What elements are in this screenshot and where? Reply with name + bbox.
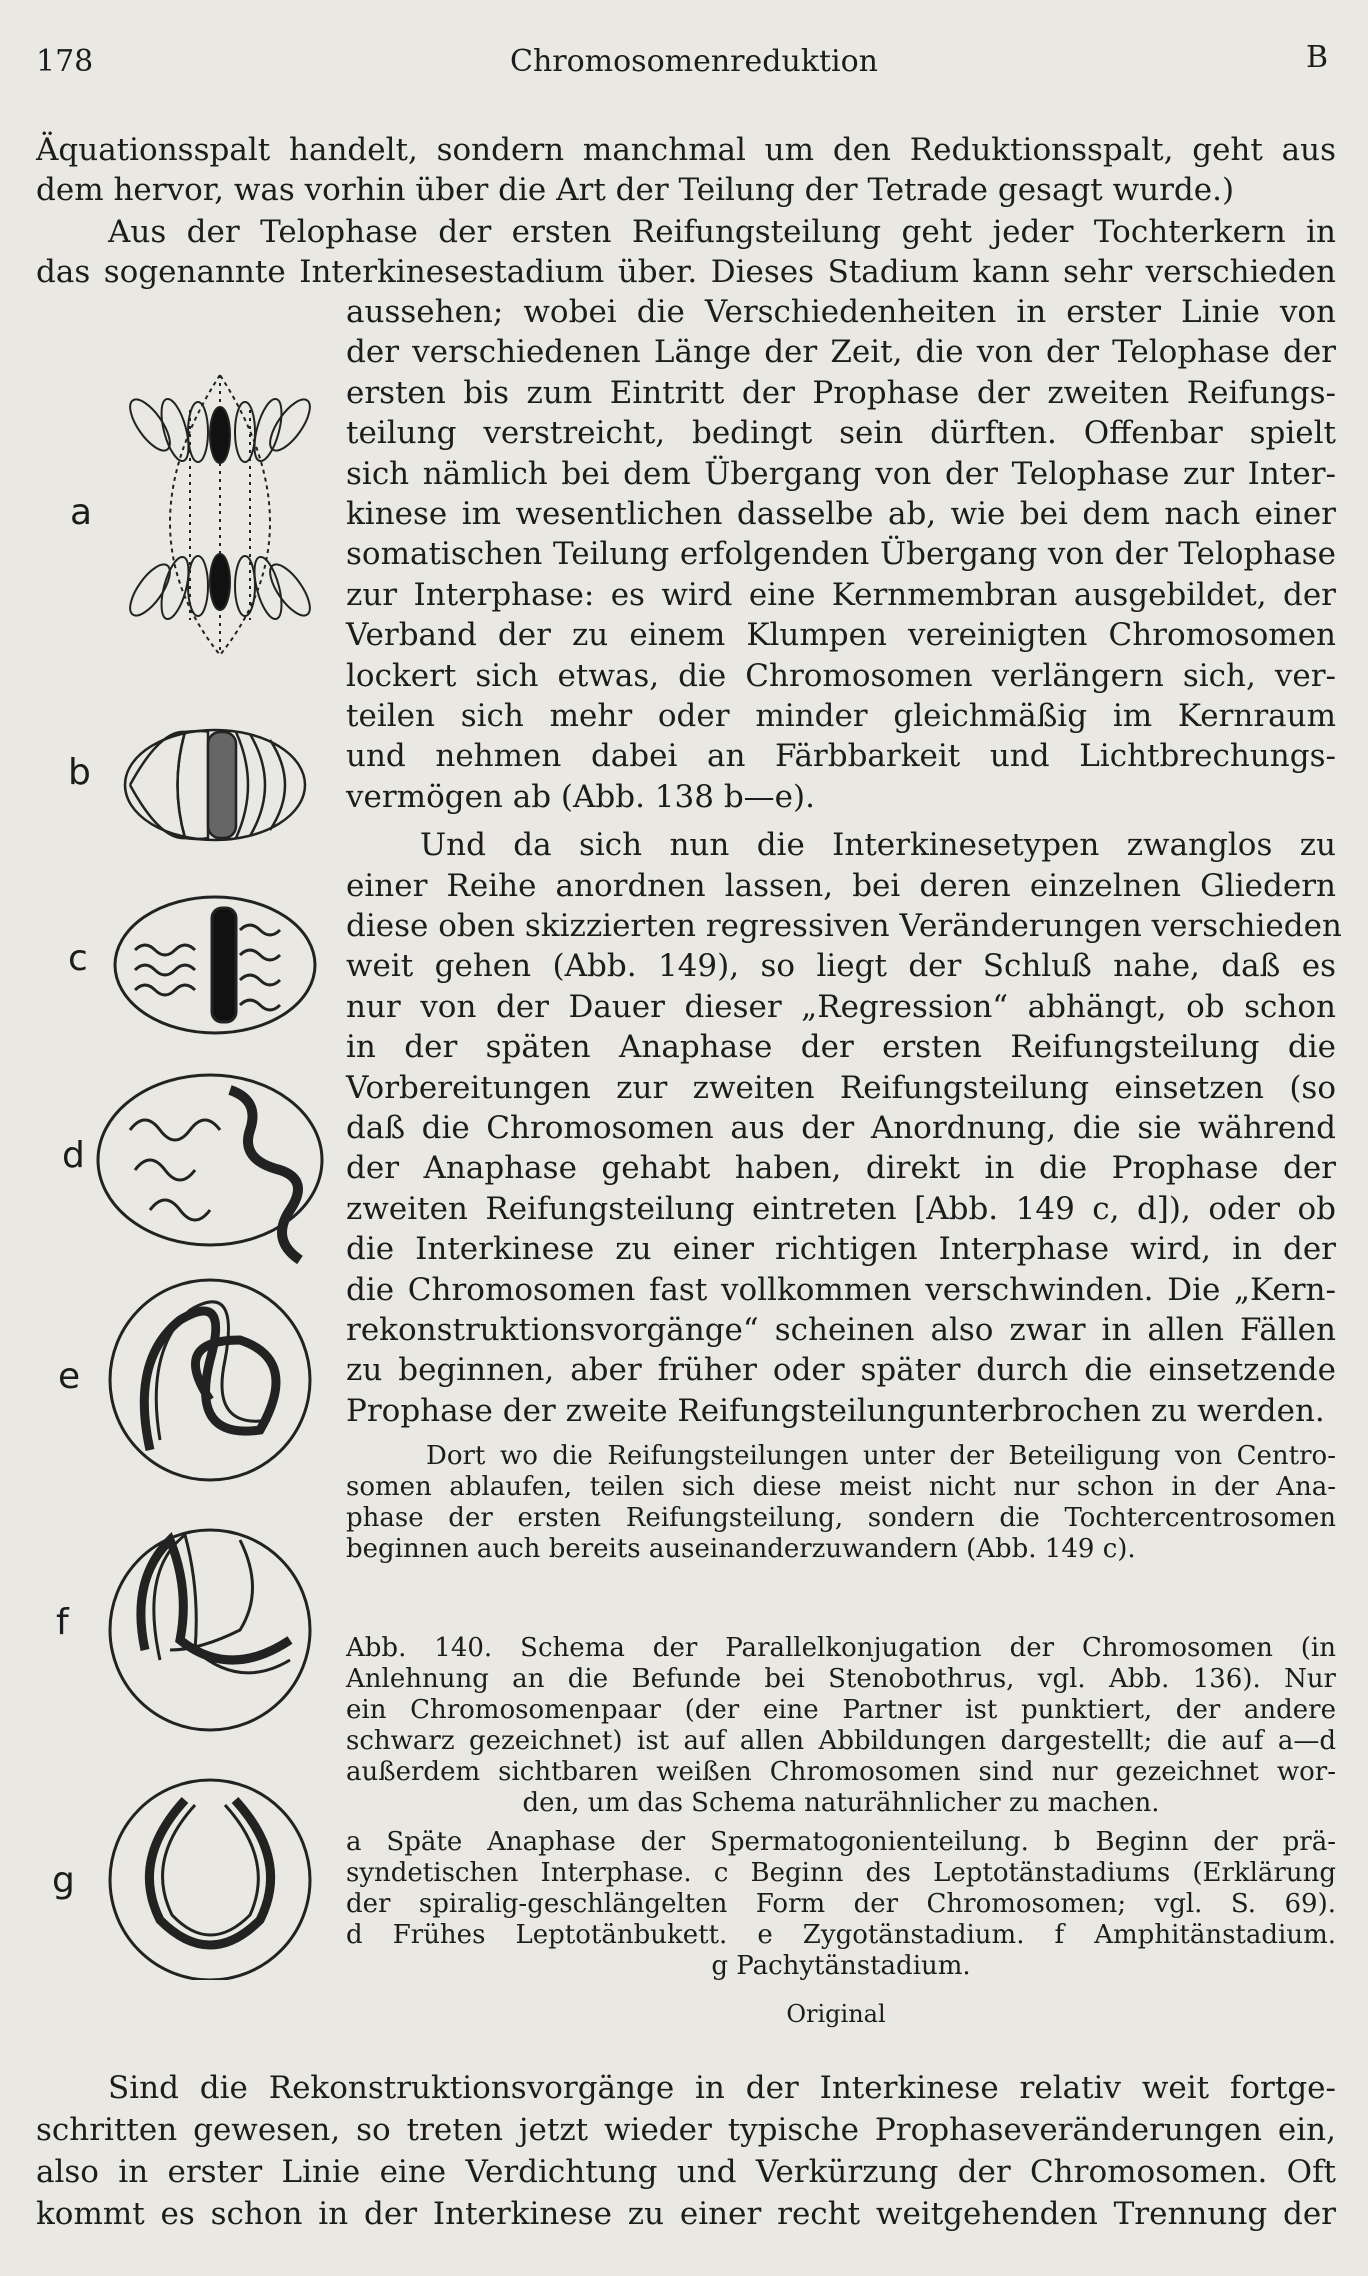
text-line: weit gehen (Abb. 149), so liegt der Schluß nahe, daß es [346,948,1336,985]
text-line: teilen sich mehr oder minder gleichmäßig im Kernraum [346,698,1336,734]
figure-label-g: g [52,1860,75,1901]
text-line: Sind die Rekonstruktionsvorgänge in der Interkinese relativ weit fortge- [108,2070,1336,2106]
text-line: zur Interphase: es wird eine Kernmembran ausgebildet, der [346,576,1336,613]
small-text-line: phase der ersten Reifungsteilung, sondern die Tochtercentrosomen [346,1503,1336,1533]
text-line: teilung verstreicht, bedingt sein dürften. Offenbar spielt [346,415,1336,452]
text-line: somatischen Teilung erfolgenden Übergang von der Telophase [346,536,1336,573]
text-line: und nehmen dabei an Färbbarkeit und Lichtbrechungs- [346,738,1336,775]
text-line: Verband der zu einem Klumpen vereinigten Chromosomen [346,617,1336,654]
text-line: schritten gewesen, so treten jetzt wieder typische Prophaseveränderungen ein, [36,2112,1336,2148]
small-text-line: somen ablaufen, teilen sich diese meist nicht nur schon in der Ana- [346,1472,1336,1502]
text-line: daß die Chromosomen aus der Anordnung, die sie während [346,1110,1336,1146]
caption-line: a Späte Anaphase der Spermatogonienteilung. b Beginn der prä- [346,1827,1336,1857]
figure-label-c: c [68,938,88,979]
text-line: das sogenannte Interkinesestadium über. Dieses Stadium kann sehr verschieden [36,254,1336,290]
small-text-line: Dort wo die Reifungsteilungen unter der Beteiligung von Centro- [426,1441,1336,1471]
figure-label-d: d [62,1135,85,1176]
figure-e-drawing [110,1280,310,1480]
running-title: Chromosomenreduktion [510,44,878,79]
figure-label-a: a [70,492,93,533]
figure-label-e: e [58,1356,81,1397]
text-line: sich nämlich bei dem Übergang von der Telophase zur Inter- [346,455,1336,492]
caption-line: außerdem sichtbaren weißen Chromosomen sind nur gezeichnet wor- [346,1757,1336,1787]
figure-f-drawing [110,1530,310,1730]
text-line: diese oben skizzierten regressiven Veränderungen verschieden [346,908,1342,944]
page-number: 178 [36,44,94,79]
text-line: Äquationsspalt handelt, sondern manchmal um den Reduktionsspalt, geht aus [36,132,1336,168]
caption-line: der spiralig-geschlängelten Form der Chromosomen; vgl. S. 69). [346,1889,1336,1919]
caption-line: den, um das Schema naturähnlicher zu machen. [522,1788,1160,1818]
figure-a-drawing [123,375,317,655]
text-line: zu beginnen, aber früher oder später durch die einsetzende [346,1352,1336,1389]
text-line: nur von der Dauer dieser „Regression“ abhängt, ob schon [346,988,1336,1025]
text-line: zweiten Reifungsteilung eintreten [Abb. 149 c, d]), oder ob [346,1190,1336,1227]
text-line: Vorbereitungen zur zweiten Reifungsteilung einsetzen (so [346,1069,1336,1106]
text-line: Und da sich nun die Interkinesetypen zwanglos zu [420,827,1336,864]
figure-b-drawing [125,730,305,840]
chromosome-figure [90,360,330,1980]
caption-line: schwarz gezeichnet) ist auf allen Abbildungen dargestellt; die auf a—d [346,1726,1336,1756]
text-line: also in erster Linie eine Verdichtung und Verkürzung der Chromosomen. Oft [36,2154,1336,2190]
small-text-line: beginnen auch bereits auseinanderzuwandern (Abb. 149 c). [346,1534,1136,1564]
text-line: kommt es schon in der Interkinese zu einer recht weitgehenden Trennung der [36,2196,1336,2232]
figure-g-drawing [110,1780,310,1980]
text-line: Aus der Telophase der ersten Reifungsteilung geht jeder Tochterkern in [108,214,1336,250]
text-line: Prophase der zweite Reifungsteilungunterbrochen zu werden. [346,1392,1325,1429]
text-line: die Interkinese zu einer richtigen Interphase wird, in der [346,1231,1336,1268]
text-line: einer Reihe anordnen lassen, bei deren einzelnen Gliedern [346,867,1336,904]
corner-mark: B [1306,40,1329,75]
figure-c-drawing [115,897,315,1033]
text-line: dem hervor, was vorhin über die Art der Teilung der Tetrade gesagt wurde.) [36,172,1235,208]
caption-line: syndetischen Interphase. c Beginn des Leptotänstadiums (Erklärung [346,1858,1336,1888]
text-line: ersten bis zum Eintritt der Prophase der zweiten Reifungs- [346,374,1336,411]
figure-label-b: b [68,752,91,793]
text-line: der verschiedenen Länge der Zeit, die von der Telophase der [346,334,1336,371]
text-line: kinese im wesentlichen dasselbe ab, wie bei dem nach einer [346,496,1336,532]
caption-line: Abb. 140. Schema der Parallelkonjugation der Chromosomen (in [346,1633,1336,1663]
caption-credit: Original [786,2000,886,2028]
caption-line: g Pachytänstadium. [711,1951,971,1981]
text-line: vermögen ab (Abb. 138 b—e). [346,778,815,815]
text-line: lockert sich etwas, die Chromosomen verlängern sich, ver- [346,657,1336,694]
figure-d-drawing [98,1075,322,1260]
text-line: die Chromosomen fast vollkommen verschwinden. Die „Kern- [346,1271,1336,1308]
figure-label-f: f [56,1602,69,1643]
text-line: in der späten Anaphase der ersten Reifungsteilung die [346,1029,1336,1066]
text-line: rekonstruktionsvorgänge“ scheinen also zwar in allen Fällen [346,1312,1336,1348]
text-line: der Anaphase gehabt haben, direkt in die Prophase der [346,1150,1336,1187]
caption-line: Anlehnung an die Befunde bei Stenobothrus, vgl. Abb. 136). Nur [346,1664,1336,1694]
caption-line: ein Chromosomenpaar (der eine Partner ist punktiert, der andere [346,1695,1336,1725]
text-line: aussehen; wobei die Verschiedenheiten in erster Linie von [346,294,1336,330]
caption-line: d Frühes Leptotänbukett. e Zygotänstadium. f Amphitänstadium. [346,1920,1336,1950]
